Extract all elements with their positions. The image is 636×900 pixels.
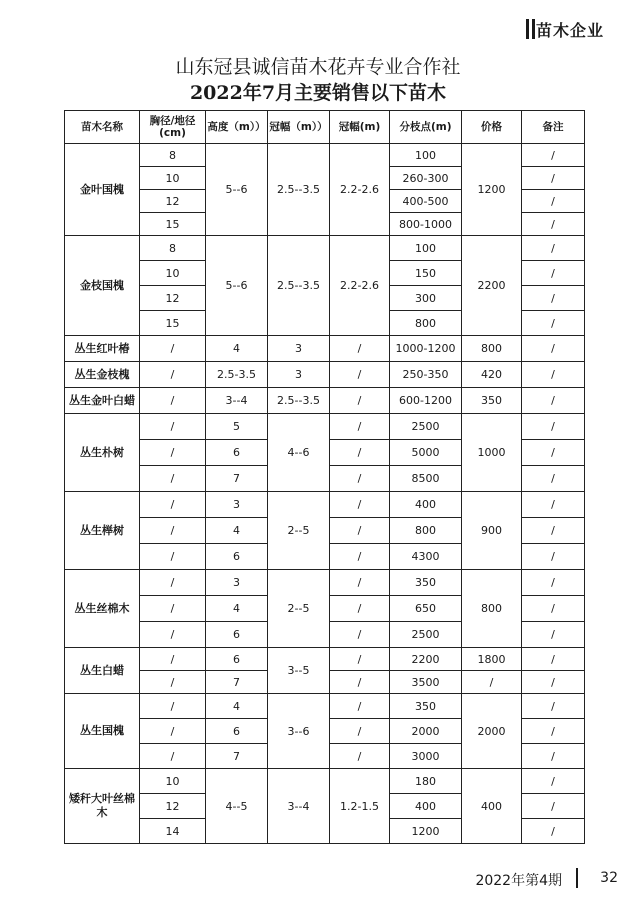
crown-cell: 4--6 bbox=[268, 414, 330, 492]
note-cell: / bbox=[522, 236, 585, 261]
note-cell: / bbox=[522, 671, 585, 694]
branch-cell: 400 bbox=[390, 794, 462, 819]
note-cell: / bbox=[522, 286, 585, 311]
plant-name: 丛生朴树 bbox=[65, 414, 140, 492]
height-cell: 5 bbox=[206, 414, 268, 440]
note-cell: / bbox=[522, 744, 585, 769]
crown2-cell: 2.2-2.6 bbox=[330, 144, 390, 236]
note-cell: / bbox=[522, 622, 585, 648]
issue-label: 2022年第4期 bbox=[475, 873, 562, 889]
price-cell: / bbox=[462, 671, 522, 694]
branch-cell: 100 bbox=[390, 144, 462, 167]
crown-cell: 3 bbox=[268, 336, 330, 362]
crown-cell: 3--5 bbox=[268, 648, 330, 694]
note-cell: / bbox=[522, 414, 585, 440]
note-cell: / bbox=[522, 694, 585, 719]
table-row bbox=[65, 144, 585, 167]
branch-cell: 250-350 bbox=[390, 362, 462, 388]
dbh-cell: 14 bbox=[140, 819, 206, 844]
branch-cell: 2500 bbox=[390, 414, 462, 440]
note-cell: / bbox=[522, 144, 585, 167]
note-cell: / bbox=[522, 311, 585, 336]
crown2-cell: / bbox=[330, 596, 390, 622]
branch-cell: 150 bbox=[390, 261, 462, 286]
col-header-name: 苗木名称 bbox=[65, 111, 140, 144]
note-cell: / bbox=[522, 388, 585, 414]
dbh-cell: / bbox=[140, 570, 206, 596]
crown2-cell: / bbox=[330, 518, 390, 544]
height-cell: 4--5 bbox=[206, 769, 268, 844]
crown2-cell: / bbox=[330, 466, 390, 492]
dbh-cell: / bbox=[140, 744, 206, 769]
note-cell: / bbox=[522, 648, 585, 671]
note-cell: / bbox=[522, 518, 585, 544]
crown2-cell: / bbox=[330, 719, 390, 744]
crown2-cell: 1.2-1.5 bbox=[330, 769, 390, 844]
height-cell: 4 bbox=[206, 518, 268, 544]
col-header-branch: 分枝点(m) bbox=[390, 111, 462, 144]
table-row bbox=[65, 414, 585, 440]
price-cell: 1200 bbox=[462, 144, 522, 236]
height-cell: 2.5-3.5 bbox=[206, 362, 268, 388]
dbh-cell: 8 bbox=[140, 144, 206, 167]
page-number: 32 bbox=[600, 870, 618, 886]
branch-cell: 350 bbox=[390, 570, 462, 596]
price-cell: 2000 bbox=[462, 694, 522, 769]
note-cell: / bbox=[522, 466, 585, 492]
dbh-cell: 15 bbox=[140, 311, 206, 336]
height-cell: 6 bbox=[206, 622, 268, 648]
plant-name: 丛生丝棉木 bbox=[65, 570, 140, 648]
dbh-cell: / bbox=[140, 671, 206, 694]
branch-cell: 5000 bbox=[390, 440, 462, 466]
height-cell: 6 bbox=[206, 544, 268, 570]
crown2-cell: / bbox=[330, 694, 390, 719]
dbh-cell: / bbox=[140, 414, 206, 440]
crown2-cell: / bbox=[330, 671, 390, 694]
crown-cell: 3--6 bbox=[268, 694, 330, 769]
branch-cell: 800 bbox=[390, 518, 462, 544]
height-cell: 6 bbox=[206, 440, 268, 466]
branch-cell: 4300 bbox=[390, 544, 462, 570]
branch-cell: 300 bbox=[390, 286, 462, 311]
height-cell: 3 bbox=[206, 492, 268, 518]
price-cell: 2200 bbox=[462, 236, 522, 336]
price-table bbox=[64, 110, 585, 844]
page-subtitle: 2022年7月主要销售以下苗木 bbox=[189, 82, 447, 104]
price-cell: 350 bbox=[462, 388, 522, 414]
dbh-cell: / bbox=[140, 544, 206, 570]
col-header-crown2: 冠幅(m) bbox=[330, 111, 390, 144]
height-cell: 6 bbox=[206, 648, 268, 671]
dbh-cell: / bbox=[140, 596, 206, 622]
crown2-cell: / bbox=[330, 414, 390, 440]
table-row bbox=[65, 694, 585, 719]
table-row bbox=[65, 336, 585, 362]
dbh-cell: 12 bbox=[140, 190, 206, 213]
section-tag: 苗木企业 bbox=[535, 21, 604, 40]
branch-cell: 650 bbox=[390, 596, 462, 622]
crown2-cell: / bbox=[330, 336, 390, 362]
dbh-cell: 12 bbox=[140, 286, 206, 311]
footer-divider bbox=[576, 868, 578, 888]
crown-cell: 3 bbox=[268, 362, 330, 388]
height-cell: 4 bbox=[206, 336, 268, 362]
note-cell: / bbox=[522, 213, 585, 236]
dbh-cell: / bbox=[140, 518, 206, 544]
branch-cell: 600-1200 bbox=[390, 388, 462, 414]
col-header-note: 备注 bbox=[522, 111, 585, 144]
crown2-cell: / bbox=[330, 440, 390, 466]
price-cell: 800 bbox=[462, 336, 522, 362]
plant-name: 丛生榉树 bbox=[65, 492, 140, 570]
branch-cell: 3500 bbox=[390, 671, 462, 694]
height-cell: 3--4 bbox=[206, 388, 268, 414]
note-cell: / bbox=[522, 819, 585, 844]
dbh-cell: 10 bbox=[140, 261, 206, 286]
branch-cell: 1200 bbox=[390, 819, 462, 844]
note-cell: / bbox=[522, 719, 585, 744]
dbh-cell: 15 bbox=[140, 213, 206, 236]
dbh-cell: / bbox=[140, 492, 206, 518]
price-cell: 400 bbox=[462, 769, 522, 844]
crown-cell: 3--4 bbox=[268, 769, 330, 844]
col-header-price: 价格 bbox=[462, 111, 522, 144]
table-row bbox=[65, 388, 585, 414]
crown2-cell: / bbox=[330, 744, 390, 769]
height-cell: 6 bbox=[206, 719, 268, 744]
note-cell: / bbox=[522, 167, 585, 190]
note-cell: / bbox=[522, 596, 585, 622]
table-row bbox=[65, 362, 585, 388]
branch-cell: 8500 bbox=[390, 466, 462, 492]
plant-name: 矮秆大叶丝棉木 bbox=[65, 769, 140, 844]
branch-cell: 3000 bbox=[390, 744, 462, 769]
dbh-cell: / bbox=[140, 466, 206, 492]
branch-cell: 2500 bbox=[390, 622, 462, 648]
col-header-height: 高度（m）） bbox=[206, 111, 268, 144]
crown-cell: 2.5--3.5 bbox=[268, 144, 330, 236]
note-cell: / bbox=[522, 769, 585, 794]
height-cell: 5--6 bbox=[206, 144, 268, 236]
branch-cell: 2200 bbox=[390, 648, 462, 671]
dbh-cell: 8 bbox=[140, 236, 206, 261]
header-bars-icon bbox=[526, 19, 536, 39]
dbh-cell: / bbox=[140, 336, 206, 362]
branch-cell: 800-1000 bbox=[390, 213, 462, 236]
plant-name: 丛生金枝槐 bbox=[65, 362, 140, 388]
plant-name: 金叶国槐 bbox=[65, 144, 140, 236]
crown-cell: 2.5--3.5 bbox=[268, 388, 330, 414]
crown2-cell: / bbox=[330, 622, 390, 648]
crown-cell: 2--5 bbox=[268, 570, 330, 648]
height-cell: 5--6 bbox=[206, 236, 268, 336]
table-row bbox=[65, 648, 585, 671]
col-header-dbh: 胸径/地径(cm) bbox=[140, 111, 206, 144]
branch-cell: 400 bbox=[390, 492, 462, 518]
note-cell: / bbox=[522, 362, 585, 388]
crown2-cell: 2.2-2.6 bbox=[330, 236, 390, 336]
branch-cell: 180 bbox=[390, 769, 462, 794]
crown2-cell: / bbox=[330, 544, 390, 570]
dbh-cell: / bbox=[140, 388, 206, 414]
height-cell: 3 bbox=[206, 570, 268, 596]
dbh-cell: 12 bbox=[140, 794, 206, 819]
height-cell: 7 bbox=[206, 671, 268, 694]
height-cell: 7 bbox=[206, 466, 268, 492]
price-cell: 1000 bbox=[462, 414, 522, 492]
table-row bbox=[65, 236, 585, 261]
branch-cell: 350 bbox=[390, 694, 462, 719]
crown2-cell: / bbox=[330, 648, 390, 671]
dbh-cell: 10 bbox=[140, 167, 206, 190]
price-cell: 420 bbox=[462, 362, 522, 388]
height-cell: 4 bbox=[206, 596, 268, 622]
dbh-cell: 10 bbox=[140, 769, 206, 794]
branch-cell: 2000 bbox=[390, 719, 462, 744]
dbh-cell: / bbox=[140, 719, 206, 744]
crown-cell: 2.5--3.5 bbox=[268, 236, 330, 336]
dbh-cell: / bbox=[140, 440, 206, 466]
plant-name: 丛生白蜡 bbox=[65, 648, 140, 694]
height-cell: 4 bbox=[206, 694, 268, 719]
price-cell: 800 bbox=[462, 570, 522, 648]
plant-name: 丛生红叶椿 bbox=[65, 336, 140, 362]
branch-cell: 100 bbox=[390, 236, 462, 261]
table-row bbox=[65, 570, 585, 596]
dbh-cell: / bbox=[140, 648, 206, 671]
price-cell: 900 bbox=[462, 492, 522, 570]
note-cell: / bbox=[522, 440, 585, 466]
crown-cell: 2--5 bbox=[268, 492, 330, 570]
plant-name: 丛生金叶白蜡 bbox=[65, 388, 140, 414]
table-row bbox=[65, 769, 585, 794]
height-cell: 7 bbox=[206, 744, 268, 769]
crown2-cell: / bbox=[330, 492, 390, 518]
branch-cell: 800 bbox=[390, 311, 462, 336]
note-cell: / bbox=[522, 794, 585, 819]
note-cell: / bbox=[522, 261, 585, 286]
table-row bbox=[65, 492, 585, 518]
crown2-cell: / bbox=[330, 388, 390, 414]
col-header-crown: 冠幅（m）） bbox=[268, 111, 330, 144]
page-title: 山东冠县诚信苗木花卉专业合作社 bbox=[175, 56, 461, 78]
note-cell: / bbox=[522, 336, 585, 362]
note-cell: / bbox=[522, 570, 585, 596]
dbh-cell: / bbox=[140, 694, 206, 719]
price-cell: 1800 bbox=[462, 648, 522, 671]
branch-cell: 400-500 bbox=[390, 190, 462, 213]
note-cell: / bbox=[522, 190, 585, 213]
branch-cell: 260-300 bbox=[390, 167, 462, 190]
dbh-cell: / bbox=[140, 362, 206, 388]
plant-name: 金枝国槐 bbox=[65, 236, 140, 336]
dbh-cell: / bbox=[140, 622, 206, 648]
crown2-cell: / bbox=[330, 570, 390, 596]
plant-name: 丛生国槐 bbox=[65, 694, 140, 769]
branch-cell: 1000-1200 bbox=[390, 336, 462, 362]
note-cell: / bbox=[522, 492, 585, 518]
crown2-cell: / bbox=[330, 362, 390, 388]
note-cell: / bbox=[522, 544, 585, 570]
